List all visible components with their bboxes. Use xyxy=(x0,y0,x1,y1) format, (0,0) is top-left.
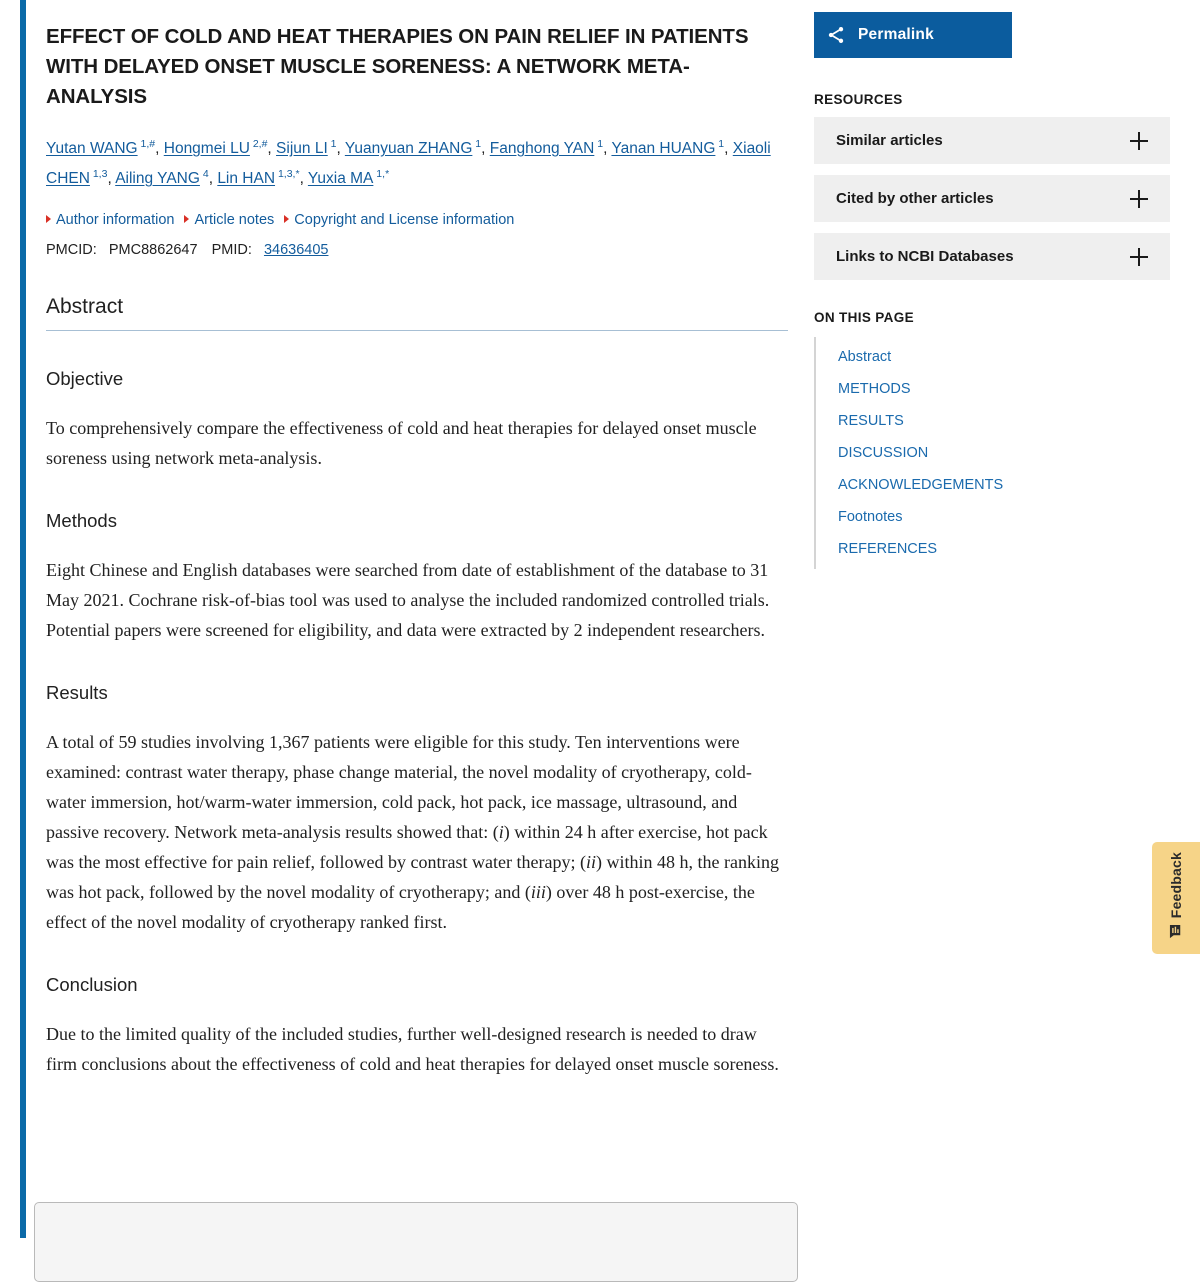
left-accent-rail xyxy=(20,0,26,1238)
author-separator: , xyxy=(724,140,733,157)
toggle-link-label: Author information xyxy=(56,212,175,228)
plus-icon[interactable] xyxy=(1130,248,1148,266)
toggle-link-article-notes[interactable] xyxy=(184,210,274,230)
author-separator: , xyxy=(603,140,612,157)
toc-link-methods[interactable]: METHODS xyxy=(838,381,911,397)
author-link[interactable]: Lin HAN xyxy=(217,170,276,187)
results-roman-ii: ii xyxy=(585,852,596,872)
author-link[interactable]: Hongmei LU xyxy=(163,140,250,157)
accordion-item-similar-articles[interactable] xyxy=(814,117,1170,164)
author-separator: , xyxy=(107,170,116,187)
triangle-right-icon xyxy=(46,215,51,223)
results-text-4: ) over 48 h post-exercise, the effect of the novel modality of cryotherapy ranked first. xyxy=(46,882,755,932)
on-this-page-nav xyxy=(814,337,1170,569)
toc-link-abstract[interactable]: Abstract xyxy=(838,349,892,365)
conclusion-paragraph: Due to the limited quality of the included studies, further well-designed research is needed to draw firm conclusions about the effectiveness of cold and heat therapies for delayed onset muscle soreness. xyxy=(46,1024,779,1074)
author-separator: , xyxy=(299,170,308,187)
author-affiliation-marker: 1 xyxy=(472,137,482,150)
objective-heading: Objective xyxy=(46,368,124,389)
resources-accordion xyxy=(814,117,1170,280)
author-affiliation-marker: 1,3,* xyxy=(275,167,300,180)
toggle-link-label: Copyright and License information xyxy=(294,212,515,228)
results-text-1: A total of 59 studies involving 1,367 patients were eligible for this study. Ten interventions were examined: contrast water therapy, phase change material, the novel modality of cryotherapy, cold-water immersion, hot/warm-water immersion, cold pack, hot pack, ice massage, ultrasound, and passive recovery. Network meta-analysis results showed that: ( xyxy=(46,732,752,842)
results-text-2: ) within 24 h after exercise, hot pack was the most effective for pain relief, followed by contrast water therapy; ( xyxy=(46,822,768,872)
author-link[interactable]: Fanghong YAN xyxy=(489,140,595,157)
toc-link-footnotes[interactable]: Footnotes xyxy=(838,509,903,525)
author-link[interactable]: Yuxia MA xyxy=(307,170,374,187)
sidebar xyxy=(814,12,1170,569)
toggle-link-copyright-and-license-information[interactable] xyxy=(284,210,514,230)
author-separator: , xyxy=(208,170,218,187)
accordion-item-ncbi-databases[interactable] xyxy=(814,233,1170,280)
article-main xyxy=(46,22,788,1079)
toc-link-discussion[interactable]: DISCUSSION xyxy=(838,445,929,461)
permalink-label: Permalink xyxy=(858,26,934,43)
conclusion-heading: Conclusion xyxy=(46,974,138,995)
author-affiliation-marker: 1 xyxy=(327,137,337,150)
pmid-label: PMID: xyxy=(211,242,252,258)
author-separator: , xyxy=(481,140,490,157)
results-text-3: ) within 48 h, the ranking was hot pack, followed by the novel modality of cryotherapy; and ( xyxy=(46,852,779,902)
author-separator: , xyxy=(267,140,277,157)
author-affiliation-marker: 2,# xyxy=(249,137,268,150)
pmcid-value: PMC8862647 xyxy=(108,242,198,258)
permalink-button[interactable] xyxy=(814,12,1012,58)
author-link[interactable]: Yuanyuan ZHANG xyxy=(344,140,473,157)
author-link[interactable]: Xiaoli CHEN xyxy=(46,140,771,187)
toggle-link-label: Article notes xyxy=(194,212,275,228)
triangle-right-icon xyxy=(284,215,289,223)
author-affiliation-marker: 1,* xyxy=(373,167,390,180)
toc-link-acknowledgements[interactable]: ACKNOWLEDGEMENTS xyxy=(838,477,1004,493)
author-list xyxy=(46,134,788,194)
resources-heading: RESOURCES xyxy=(814,92,903,107)
article-identifiers xyxy=(46,240,788,260)
author-link[interactable]: Yutan WANG xyxy=(46,140,138,157)
author-link[interactable]: Yanan HUANG xyxy=(611,140,716,157)
author-affiliation-marker: 1,3 xyxy=(89,167,108,180)
results-heading: Results xyxy=(46,682,108,703)
accordion-item-cited-by[interactable] xyxy=(814,175,1170,222)
plus-icon[interactable] xyxy=(1130,190,1148,208)
plus-icon[interactable] xyxy=(1130,132,1148,150)
author-affiliation-marker: 1 xyxy=(715,137,725,150)
triangle-right-icon xyxy=(184,215,189,223)
author-separator: , xyxy=(336,140,345,157)
author-affiliation-marker: 1,# xyxy=(137,137,156,150)
abstract-heading: Abstract xyxy=(46,294,788,331)
results-roman-i: i xyxy=(498,822,504,842)
accordion-label: Similar articles xyxy=(836,132,943,149)
bottom-content-box xyxy=(34,1202,798,1282)
methods-paragraph: Eight Chinese and English databases were searched from date of establishment of the database to 31 May 2021. Cochrane risk-of-bias tool was used to analyse the included randomized controlled trials. Potential papers were screened for eligibility, and data were extracted by 2 independent researchers. xyxy=(46,560,770,640)
on-this-page-heading: ON THIS PAGE xyxy=(814,310,914,325)
objective-paragraph: To comprehensively compare the effectiveness of cold and heat therapies for delayed onset muscle soreness using network meta-analysis. xyxy=(46,418,757,468)
toc-link-references[interactable]: REFERENCES xyxy=(838,541,938,557)
pmid-link[interactable]: 34636405 xyxy=(263,242,329,258)
author-affiliation-marker: 4 xyxy=(199,167,209,180)
feedback-label: Feedback xyxy=(1168,851,1184,919)
page-title: EFFECT OF COLD AND HEAT THERAPIES ON PAIN RELIEF IN PATIENTS WITH DELAYED ONSET MUSCLE SORENESS: A NETWORK META-ANALYSIS xyxy=(46,25,749,108)
meta-toggle-links xyxy=(46,210,788,230)
toc-link-results[interactable]: RESULTS xyxy=(838,413,904,429)
methods-heading: Methods xyxy=(46,510,117,531)
share-icon xyxy=(814,25,858,45)
pmcid-label: PMCID: xyxy=(46,242,97,258)
results-paragraph xyxy=(46,727,788,937)
author-link[interactable]: Sijun LI xyxy=(276,140,328,157)
author-separator: , xyxy=(155,140,164,157)
results-roman-iii: iii xyxy=(530,882,546,902)
accordion-label: Links to NCBI Databases xyxy=(836,248,1014,265)
author-link[interactable]: Ailing YANG xyxy=(115,170,200,187)
author-affiliation-marker: 1 xyxy=(594,137,604,150)
feedback-tab[interactable] xyxy=(1152,842,1200,954)
toggle-link-author-information[interactable] xyxy=(46,210,174,230)
bar-chart-icon xyxy=(1169,924,1184,944)
accordion-label: Cited by other articles xyxy=(836,190,994,207)
